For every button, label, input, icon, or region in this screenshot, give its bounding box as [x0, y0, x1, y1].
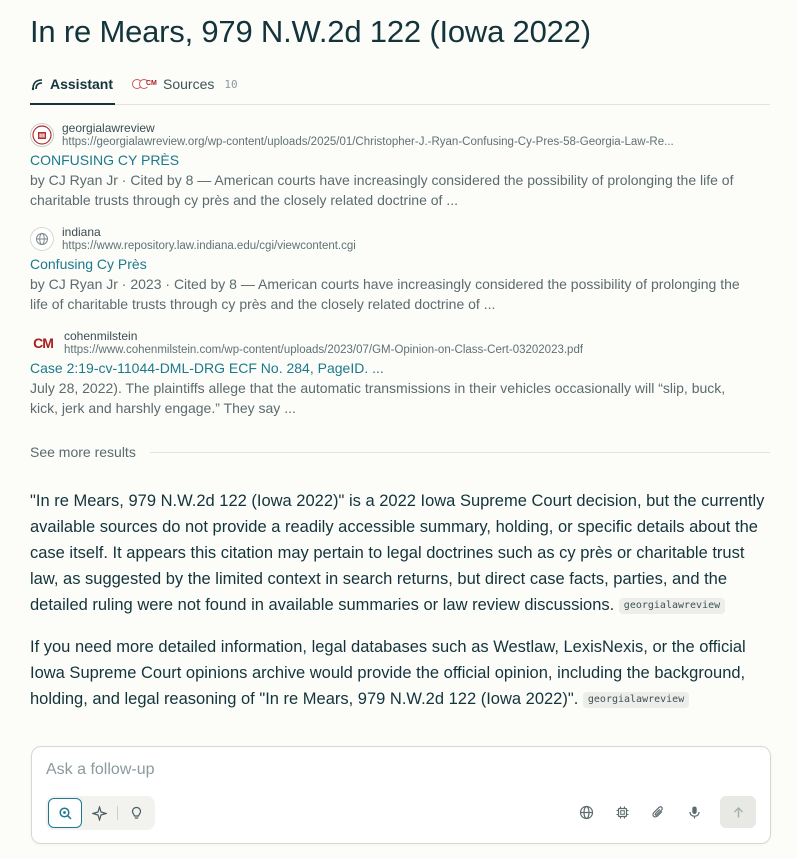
- lightbulb-icon: [129, 806, 144, 821]
- answer-paragraph: "In re Mears, 979 N.W.2d 122 (Iowa 2022)" is a 2022 Iowa Supreme Court decision, but the currently available sources do not provide a readily accessible summary, holding, or specific details about the case itself. It appears this citation may pertain to legal doctrines such as cy près or charitable trust law, as suggested by the limited context in search returns, but direct case facts, parties, and the detailed ruling were not found in available summaries or law review discussions. georgialawreview: [30, 492, 765, 614]
- search-icon: [58, 806, 73, 821]
- result-snippet: by CJ Ryan Jr · Cited by 8 — American courts have increasingly considered the possibility of prolonging the life of charitable trusts through cy près and the closely related doctrine of ...: [30, 172, 734, 208]
- result-snippet: by CJ Ryan Jr · 2023 · Cited by 8 — American courts have increasingly considered the possibility of prolonging the life of charitable trusts through cy près and the closely related doctrine of ...: [30, 276, 740, 312]
- divider: [150, 452, 770, 453]
- follow-up-composer: [31, 746, 771, 844]
- page-title: In re Mears, 979 N.W.2d 122 (Iowa 2022): [30, 14, 591, 49]
- paperclip-icon: [651, 805, 666, 820]
- result-title-link[interactable]: CONFUSING CY PRÈS: [30, 152, 180, 168]
- result-site-name: cohenmilstein: [64, 329, 138, 343]
- citation-badge[interactable]: georgialawreview: [583, 692, 689, 708]
- follow-up-input[interactable]: [46, 761, 646, 779]
- result-item: [30, 120, 770, 210]
- source-favicons-icon: CM: [132, 79, 157, 89]
- model-chip-button[interactable]: [606, 796, 638, 828]
- result-item: [30, 224, 770, 314]
- tab-assistant-label: Assistant: [50, 75, 114, 92]
- microphone-icon: [687, 805, 702, 820]
- result-url[interactable]: https://www.cohenmilstein.com/wp-content/uploads/2023/07/GM-Opinion-on-Class-Cert-03202023.pdf: [64, 344, 584, 356]
- see-more-results-button[interactable]: See more results: [30, 444, 136, 460]
- citation-badge[interactable]: georgialawreview: [619, 598, 725, 614]
- result-snippet: July 28, 2022). The plaintiffs allege that the automatic transmissions in their vehicles occasionally will “slip, buck, kick, jerk and harshly engage.” They say ...: [30, 380, 726, 416]
- sources-globe-button[interactable]: [570, 796, 602, 828]
- attach-button[interactable]: [642, 796, 674, 828]
- sources-count-badge: 10: [224, 77, 238, 91]
- result-title-link[interactable]: Confusing Cy Près: [30, 256, 147, 272]
- tab-bar: [30, 64, 770, 105]
- tab-sources-label: Sources: [163, 76, 215, 92]
- arrow-up-icon: [732, 806, 745, 819]
- result-site-name: georgialawreview: [62, 121, 155, 135]
- search-mode-button[interactable]: [48, 798, 82, 828]
- voice-input-button[interactable]: [678, 796, 710, 828]
- cpu-chip-icon: [615, 805, 630, 820]
- answer-paragraph: If you need more detailed information, legal databases such as Westlaw, LexisNexis, or the official Iowa Supreme Court opinions archive would provide the official opinion, including the background, holding, and legal reasoning of "In re Mears, 979 N.W.2d 122 (Iowa 2022)". georgialawreview: [30, 638, 746, 708]
- result-item: [30, 328, 770, 418]
- tab-assistant[interactable]: [30, 64, 115, 105]
- globe-icon: [579, 805, 594, 820]
- result-url[interactable]: https://www.repository.law.indiana.edu/cgi/viewcontent.cgi: [62, 240, 356, 252]
- sparkle-grid-icon: [92, 806, 107, 821]
- tab-sources[interactable]: [132, 64, 238, 104]
- assistant-icon: [30, 77, 44, 91]
- research-mode-button[interactable]: [82, 798, 116, 828]
- result-url[interactable]: https://georgialawreview.org/wp-content/uploads/2025/01/Christopher-J.-Ryan-Confusing-Cy-Pres-58-Georgia-Law-Re...: [62, 136, 674, 148]
- see-more-row: [30, 444, 770, 460]
- divider: [117, 806, 118, 820]
- answer-body: [30, 488, 772, 728]
- labs-mode-button[interactable]: [119, 798, 153, 828]
- search-mode-toggle: [46, 796, 155, 830]
- result-title-link[interactable]: Case 2:19-cv-11044-DML-DRG ECF No. 284, PageID. ...: [30, 360, 384, 376]
- globe-icon: [30, 227, 54, 251]
- submit-button[interactable]: [720, 796, 756, 828]
- seal-icon: [30, 123, 54, 147]
- result-site-name: indiana: [62, 225, 101, 239]
- composer-tools: [570, 796, 756, 828]
- search-results: [30, 120, 770, 432]
- cohenmilstein-logo-icon: CM: [33, 335, 53, 351]
